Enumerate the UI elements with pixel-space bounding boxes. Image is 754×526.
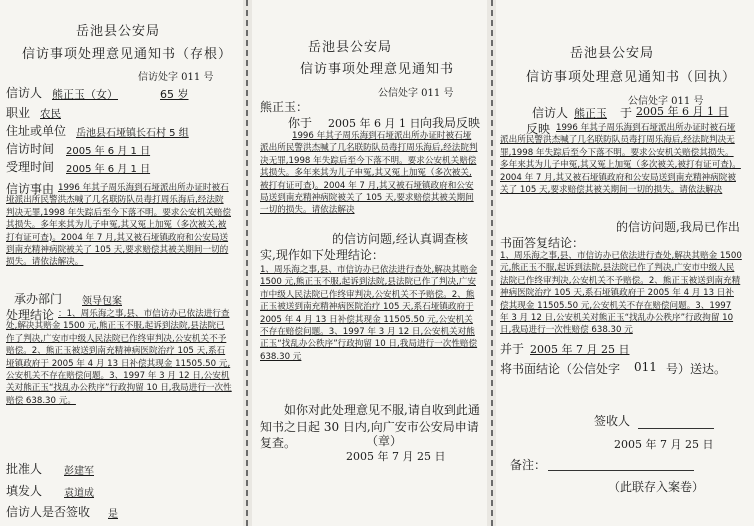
stub-petitioner-label: 信访人 [6, 86, 43, 100]
notice-matter: 1996 年其子周乐海到石垭派出所办证时被石垭派出所民警洪杰喊了几名联防队员毒打周乐海后,经法院判决无罪,1998 年失踪后至今下落不明。要求公安机关赔偿其损失。多年来其为儿子申冤,其又冤上加冤（多次被关,被打有证可查)。2004 年 7 月,其又被石垭镇政府和公安局送到南充精神病院被关了 105 天,要求赔偿其被关期间一切的损失。请依法解决 [260, 131, 478, 216]
stub-dept-label: 承办部门 [14, 292, 63, 306]
receipt-title: 信访事项处理意见通知书（回执） [526, 70, 737, 85]
stub-filler-label: 填发人 [6, 484, 43, 498]
stub-petitioner-name: 熊正玉（女） [52, 88, 118, 101]
stub-petitioner-age: 65 岁 [160, 88, 189, 101]
receipt-p1-name: 熊正玉 [574, 107, 607, 120]
stub-office: 岳池县公安局 [76, 24, 161, 39]
stub-accept-time: 2005 年 6 月 1 日 [66, 164, 151, 175]
stub-address-label: 住址或单位 [6, 124, 67, 138]
notice-seal: （章） [366, 434, 403, 448]
notice-p2: 的信访问题,经认真调查核实,现作如下处理结论： [260, 232, 468, 262]
notice-number: 公信处字 011 号 [378, 88, 454, 99]
receipt-date: 2005 年 7 月 25 日 [614, 438, 714, 451]
receipt-p3-num: 011 [634, 360, 657, 374]
stub-matter: 1996 年其子周乐海到石垭派出所办证时被石垭派出所民警洪杰喊了几名联防队员毒打周乐海后,经法院判决无罪,1998 年失踪后至今下落不明。要求公安机关赔偿其损失。多年来其为儿子申冤,其又冤上加冤（多次被关,被打有证可查)。2004 年 7 月,其又被石垭镇政府和公安局送到南充精神病院被关了 105 天,要求赔偿其被关期间一切的损失。请依法解决。 [6, 183, 231, 268]
receipt-note-line [548, 470, 694, 471]
stub-sign-label: 信访人是否签收 [6, 505, 91, 519]
perforation-line-right [491, 0, 493, 526]
notice-date: 2005 年 7 月 25 日 [346, 450, 446, 463]
perforation-line-left [246, 0, 248, 526]
stub-petition-time-label: 信访时间 [6, 142, 55, 156]
notice-title: 信访事项处理意见通知书 [300, 62, 455, 77]
stub-petition-time: 2005 年 6 月 1 日 [66, 146, 151, 157]
notice-p1-prefix: 你于 [288, 116, 313, 130]
receipt-p1-date: 2005 年 6 月 1 日 [636, 105, 729, 118]
receipt-panel [496, 0, 754, 526]
stub-address: 岳池县石垭镇长石村 5 组 [76, 128, 189, 139]
notice-panel [252, 0, 487, 526]
stub-occupation: 农民 [40, 108, 61, 120]
receipt-conclusion: 1、周乐海之事,县、市信访办已依法进行查处,解决其赔金 1500 元,熊正玉不服,起诉到法院,县法院已作了判决,广安市中级人民法院已作终审判决,公安机关不予赔偿。2、熊正玉被送到南充精神病医院治疗 105 天,系石垭镇政府于 2005 年 4 月 13 日补偿其现金 11505.50 元,公安机关不存在赔偿问题。3、1997 年 3 月 12 日,公安机关对熊正玉“找乱办公秩序”行政拘留 10 日,我局进行一次性赔偿 638.30 元 [500, 251, 742, 336]
stub-filler: 袁道成 [64, 488, 94, 499]
receipt-footer: （此联存入案卷） [608, 480, 705, 494]
receipt-office: 岳池县公安局 [570, 46, 655, 61]
stub-dept: 领导包案 [82, 296, 122, 307]
receipt-p3-prefix: 并于 [500, 342, 525, 356]
stub-occupation-label: 职业 [6, 106, 31, 120]
receipt-p1-yu: 于 [620, 106, 633, 120]
notice-p1-date: 2005 年 6 月 1 日 [328, 117, 421, 130]
notice-addressee: 熊正玉： [260, 100, 309, 114]
notice-appeal: 如你对此处理意见不服,请自收到此通知书之日起 30 日内,向广安市公安局申请复查。 [260, 403, 480, 450]
receipt-receiver-label: 签收人 [594, 414, 631, 428]
receipt-p3-suffix: 号）送达。 [666, 362, 727, 376]
receipt-note-label: 备注： [510, 458, 547, 472]
receipt-receiver-line [638, 428, 714, 429]
stub-number: 信访处字 011 号 [138, 72, 214, 83]
stub-approver-label: 批准人 [6, 462, 43, 476]
receipt-p3-date: 2005 年 7 月 25 日 [530, 343, 630, 356]
receipt-p1-suffix: 反映 [526, 122, 551, 136]
receipt-p1-prefix: 信访人 [532, 106, 569, 120]
notice-office: 岳池县公安局 [308, 40, 393, 55]
receipt-matter: 1996 年其子周乐海到石垭派出所办证时被石垭派出所民警洪杰喊了几名联防队员毒打周乐海后,经法院判决无罪,1998 年失踪后至今下落不明。要求公安机关赔偿其损失。多年来其为儿子申冤,其又冤上加冤（多次被关,被打有证可查)。2004 年 7 月,其又被石垭镇政府和公安局送到南充精神病院被关了 105 天,要求赔偿其被关期间一切的损失。请依法解决 [500, 123, 741, 196]
receipt-p2: 的信访问题,我局已作出书面答复结论： [500, 220, 740, 250]
stub-matter-label: 信访事由 [6, 182, 55, 196]
stub-accept-time-label: 受理时间 [6, 160, 55, 174]
stub-conclusion: ：1、周乐海之事,县、市信访办已依法进行查处,解决其赔金 1500 元,熊正玉不服,起诉到法院,县法院已作了判决,广安市中级人民法院已作终审判决,公安机关不予赔偿。2、熊正玉被送到南充精神病医院治疗 105 天,系石垭镇政府于 2005 年 4 月 13 日补偿其现金 11505.50 元,公安机关不存在赔偿问题。3、1997 年 3 月 12 日,公安机关对熊正玉“找乱办公秩序”行政拘留 10 日,我局进行一次性赔偿 638.30 元。 [6, 309, 232, 406]
notice-conclusion: 1、周乐海之事,县、市信访办已依法进行查处,解决其赔金 1500 元,熊正玉不服,起诉到法院,县法院已作了判决,广安市中级人民法院已作终审判决,公安机关不予赔偿。2、熊正玉被送到南充精神病医院治疗 105 天,系石垭镇政府于 2005 年 4 月 13 日补偿其现金 11505.50 元,公安机关不存在赔偿问题。3、1997 年 3 月 12 日,公安机关对熊正玉“找乱办公秩序”行政拘留 10 日,我局进行一次性赔偿 638.30 元 [260, 265, 478, 362]
stub-title: 信访事项处理意见通知书（存根） [22, 47, 233, 62]
stub-panel [0, 0, 243, 526]
stub-sign: 是 [108, 509, 118, 520]
receipt-number: 公信处字 011 号 [628, 96, 704, 107]
notice-p1-suffix: 向我局反映 [420, 116, 481, 130]
receipt-p3-mid: 将书面结论（公信处字 [500, 362, 621, 376]
stub-conclusion-label: 处理结论 [6, 308, 55, 322]
stub-approver: 彭建军 [64, 466, 94, 477]
